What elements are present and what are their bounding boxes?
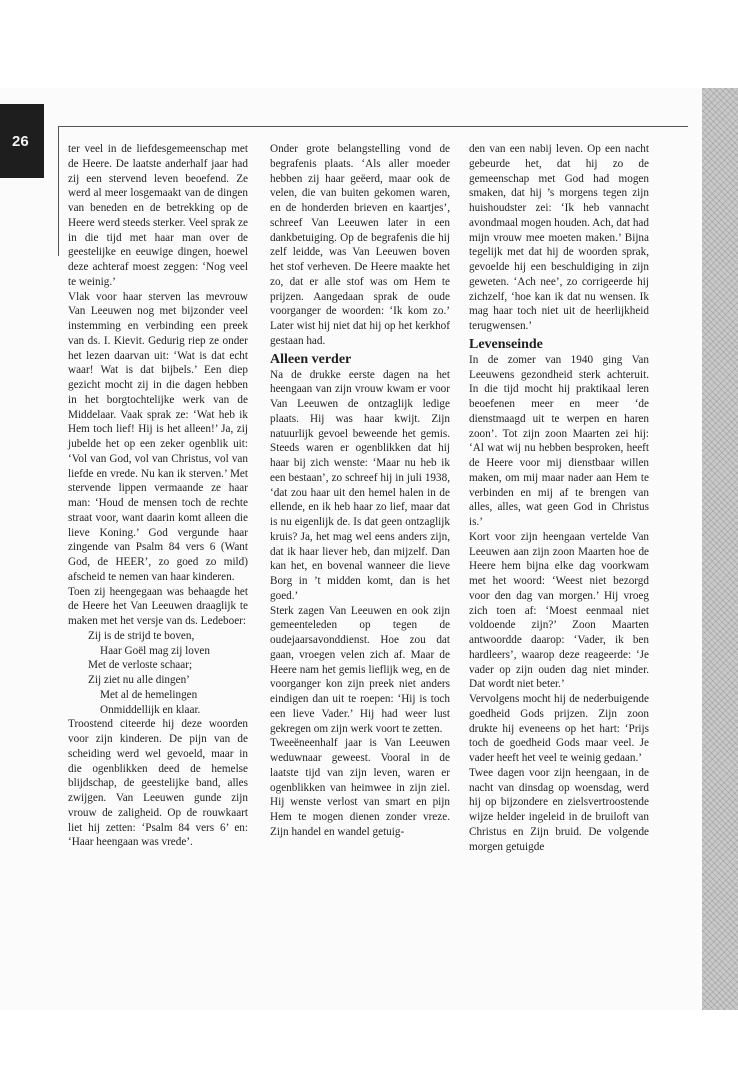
verse-line: Met de verloste schaar; [88,659,193,672]
paragraph: Kort voor zijn heengaan vertelde Van Leeuwen aan zijn zoon Maarten hoe de Heere hem bijna elke dag voorkwam met het woord: ‘Weest niet bezorgd voor den dag van morgen.’ Hij vroeg zich toen af: ‘Moest eenmaal niet voldoende zijn?’ Zoon Maarten antwoordde daarop: ‘Vader, ik ben hardleers’, waarop deze reageerde: ‘Je vader op zijn ouden dag niet minder. Dat wordt niet beter.’ [469,530,649,691]
paragraph: In de zomer van 1940 ging Van Leeuwens gezondheid sterk achteruit. In die tijd mocht hij praktikaal leren beoefenen meer en meer ‘de dienstmaagd uit te werpen en haren zoon’. Tot zijn zoon Maarten zei hij: ‘Al wat wij nu hebben besproken, heeft de Heere voor mij dienstbaar willen maken, om mij maar nader aan Hem te verbinden en mij af te brengen van alles, alles, wat geen God in Christus is.’ [469,353,649,528]
page-number-tab [0,104,44,178]
paragraph: Vlak voor haar sterven las mevrouw Van Leeuwen nog met bijzonder veel instemming en verbinding een preek van ds. I. Kievit. Gedurig riep ze onder het lezen daarvan uit: ‘Wat is dat echt waar! Wat is dat bijbels.’ Een diep gezicht mocht zij in die dagen hebben in het borgtochtelijke werk van de Middelaar. Vaak sprak ze: ‘Wat heb ik Hem toch lief! Hij is het alleen!’ Ja, zij jubelde het op een zeker ogenblik uit: ‘Vol van God, vol van Christus, vol van liefde en vrede. Nu kan ik sterven.’ Met stervende lippen vermaande ze haar man: ‘Houd de mensen toch de rechte straat voor, want daarin komt alleen die lieve Koning.’ God vergunde haar zingende van Psalm 84 vers 6 (Want God, de HEER’, zo goed zo mild) afscheid te nemen van haar kinderen. [68,290,248,583]
paragraph: Toen zij heengegaan was behaagde het de Heere het Van Leeuwen draaglijk te maken met het versje van ds. Ledeboer: [68,585,248,627]
paragraph: Vervolgens mocht hij de nederbuigende goedheid Gods prijzen. Zijn zoon drukte hij eveneens op het hart: ‘Prijs toch de goedheid Gods maar veel. Je vader heeft het veel te weinig gedaan.’ [469,693,649,764]
paragraph: Na de drukke eerste dagen na het heengaan van zijn vrouw kwam er voor Van Leeuwen de ontzaglijk ledige plaats. Hij was haar kwijt. Zijn natuurlijk gevoel beweende het gemis. Steeds waren er ogenblikken dat hij haar bij zich wenste: ‘Maar nu heb ik een bestaan’, zo schreef hij in juli 1938, ‘dat zou haar uit den hemel halen in de ellende, en ik heb haar zo lief, maar dat is nu eigenlijk de. Is dat geen ontzaglijk kruis? Ja, het mag wel eens anders zijn, dat ik haar liever heb, dan mijzelf. Dan kan het, en bovenal wanneer die lieve Borg in ’t midden komt, dan is het goed.’ [270,368,450,602]
verse-line: Haar Goël mag zij loven [100,644,210,657]
section-heading: Alleen verder [270,351,352,367]
left-rule [58,126,59,256]
section-heading: Levenseinde [469,336,543,352]
text-column-1 [68,142,248,850]
paragraph: Twee dagen voor zijn heengaan, in de nacht van dinsdag op woensdag, werd hij op bijzondere en zielsvertroostende wijze helder ingeleid in de bruiloft van Christus en Zijn bruid. De volgende morgen getuigde [469,766,649,853]
verse-line: Zij is de strijd te boven, [88,629,195,642]
top-rule [58,126,688,127]
verse-line: Onmiddellijk en klaar. [100,703,201,716]
paragraph: ter veel in de liefdesgemeenschap met de Heere. De laatste anderhalf jaar had zij een stervend leven beoefend. Ze werd al meer losgemaakt van de dingen van beneden en de betrekking op de Heere werd steeds sterker. Veel sprak ze in die tijd met haar man over de geestelijke en eeuwige dingen, hoewel deze achteraf moest zeggen: ‘Nog veel te weinig.’ [68,143,248,288]
psalm-verse [68,629,248,718]
page-number: 26 [12,132,29,150]
page-edge-texture [702,88,738,1010]
text-column-2 [270,142,450,840]
paragraph: den van een nabij leven. Op een nacht gebeurde het, dat hij zo de gemeenschap met God had mogen smaken, dat hij ’s morgens tegen zijn huishoudster zei: ‘Ik heb vannacht avondmaal mogen houden. Ach, dat had mijn vrouw mee moeten maken.’ Bijna tegelijk met dat hij de woorden sprak, gevoelde hij een beschuldiging in zijn geweten. ‘Ach nee’, zo corrigeerde hij zichzelf, ‘hoe kan ik dat nu wensen. Ik mag haar toch niet uit de heerlijkheid terugwensen.’ [469,143,649,332]
verse-line: Zij ziet nu alle dingen’ [88,674,190,686]
paragraph: Troostend citeerde hij deze woorden voor zijn kinderen. De pijn van de scheiding werd wel gevoeld, maar in die ogenblikken deed de hemelse blijdschap, de geestelijke band, alles zwijgen. Van Leeuwen gunde zijn vrouw de zaligheid. Op de rouwkaart liet hij zetten: ‘Psalm 84 vers 6’ en: ‘Haar heengaan was vrede’. [68,718,248,849]
text-column-3 [469,142,649,854]
paragraph: Onder grote belangstelling vond de begrafenis plaats. ‘Als aller moeder hebben zij haar geëerd, maar ook de velen, die van buiten gekomen waren, en de honderden brieven en kaartjes’, schreef Van Leeuwen later in een dankbetuiging. Op de begrafenis die hij zelf leidde, was Van Leeuwen boven het stof verheven. De Heere maakte het zo, dat er alle stof was om Hem te prijzen. Aangedaan sprak de oude voorganger de woorden: ‘Ik kom zo.’ Later wist hij niet dat hij op het kerkhof gestaan had. [270,143,450,347]
paragraph: Tweeëneenhalf jaar is Van Leeuwen weduwnaar geweest. Vooral in de laatste tijd van zijn leven, waren er ogenblikken van heimwee in zijn ziel. Hij wenste verlost van smart en pijn Hem te mogen dienen zonder vreze. Zijn handel en wandel getuig- [270,737,450,838]
paragraph: Sterk zagen Van Leeuwen en ook zijn gemeenteleden op tegen de oudejaarsavonddienst. Hoe zou dat gaan, vroegen velen zich af. Maar de Heere nam het gemis lieflijk weg, en de voorganger kon zijn preek niet anders eindigen dan uit te roepen: ‘Hij is toch een lieve Vader.’ Hij had weer lust gekregen om zijn werk voort te zetten. [270,604,450,735]
verse-line: Met al de hemelingen [100,688,198,701]
